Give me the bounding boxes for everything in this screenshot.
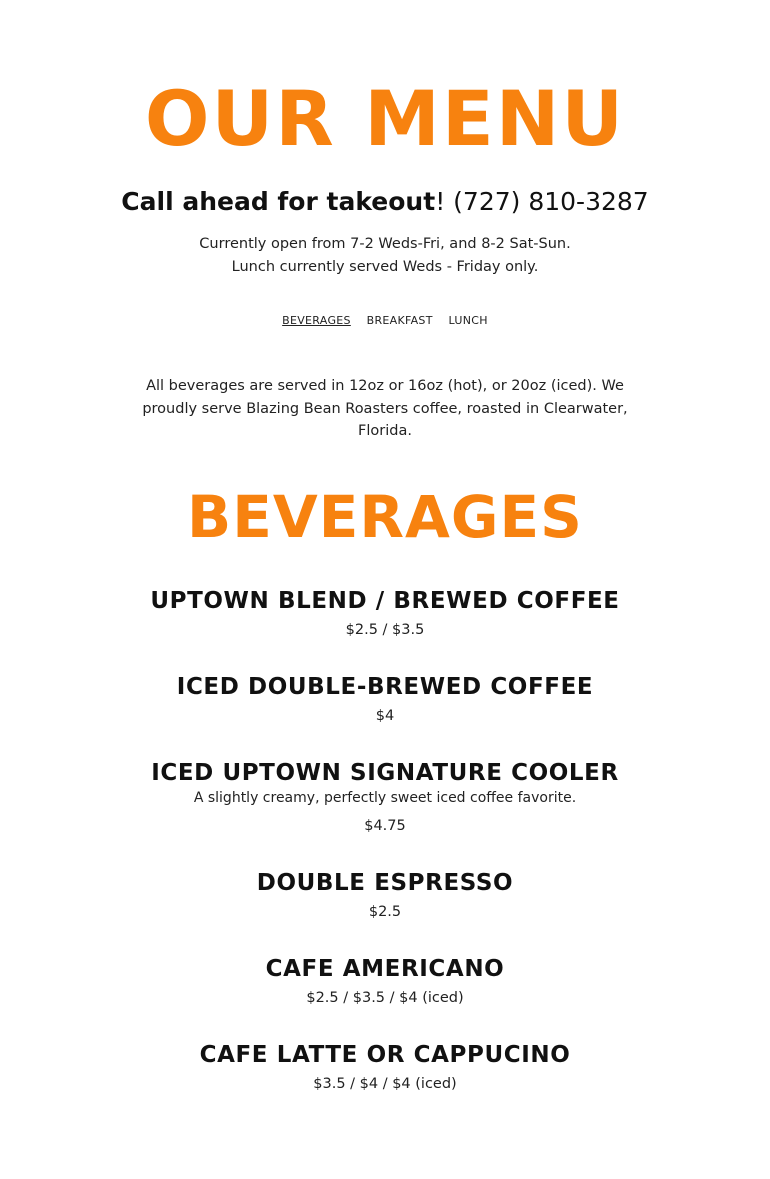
item-price: $4.75	[364, 817, 406, 834]
menu-item	[0, 758, 770, 836]
tab-breakfast[interactable]: BREAKFAST	[366, 314, 433, 327]
phone-number: ! (727) 810-3287	[435, 187, 649, 216]
tab-beverages[interactable]: BEVERAGES	[282, 314, 351, 327]
item-name: DOUBLE ESPRESSO	[256, 869, 514, 896]
item-price: $2.5	[368, 903, 402, 920]
lunch-hours-line: Lunch currently served Weds - Friday only.	[231, 259, 539, 275]
item-name: CAFE AMERICANO	[265, 955, 505, 982]
item-price: $4	[375, 707, 395, 724]
takeout-callout-label: Call ahead for takeout	[121, 187, 436, 216]
item-name: ICED DOUBLE-BREWED COFFEE	[176, 673, 594, 700]
item-price: $2.5 / $3.5	[345, 621, 425, 638]
menu-items-list	[0, 586, 770, 1094]
menu-item	[0, 1040, 770, 1094]
opening-hours	[0, 233, 770, 279]
item-description: A slightly creamy, perfectly sweet iced coffee favorite.	[193, 789, 577, 806]
menu-tabs	[0, 313, 770, 329]
page-title: OUR MENU	[144, 74, 626, 163]
hours-line: Currently open from 7-2 Weds-Fri, and 8-2 Sat-Sun.	[199, 236, 571, 252]
menu-item	[0, 586, 770, 640]
item-name: UPTOWN BLEND / BREWED COFFEE	[150, 587, 620, 614]
item-price: $3.5 / $4 / $4 (iced)	[313, 1075, 457, 1092]
menu-item	[0, 868, 770, 922]
beverages-intro: All beverages are served in 12oz or 16oz (hot), or 20oz (iced). We proudly serve Blazing Bean Roasters coffee, roasted in Clearwater, Florida.	[142, 378, 628, 439]
item-name: CAFE LATTE OR CAPPUCINO	[199, 1041, 571, 1068]
menu-item	[0, 954, 770, 1008]
takeout-callout	[0, 186, 770, 218]
tab-lunch[interactable]: LUNCH	[448, 314, 488, 327]
item-price: $2.5 / $3.5 / $4 (iced)	[306, 989, 464, 1006]
item-name: ICED UPTOWN SIGNATURE COOLER	[151, 759, 619, 786]
menu-item	[0, 672, 770, 726]
section-title: BEVERAGES	[187, 482, 583, 551]
